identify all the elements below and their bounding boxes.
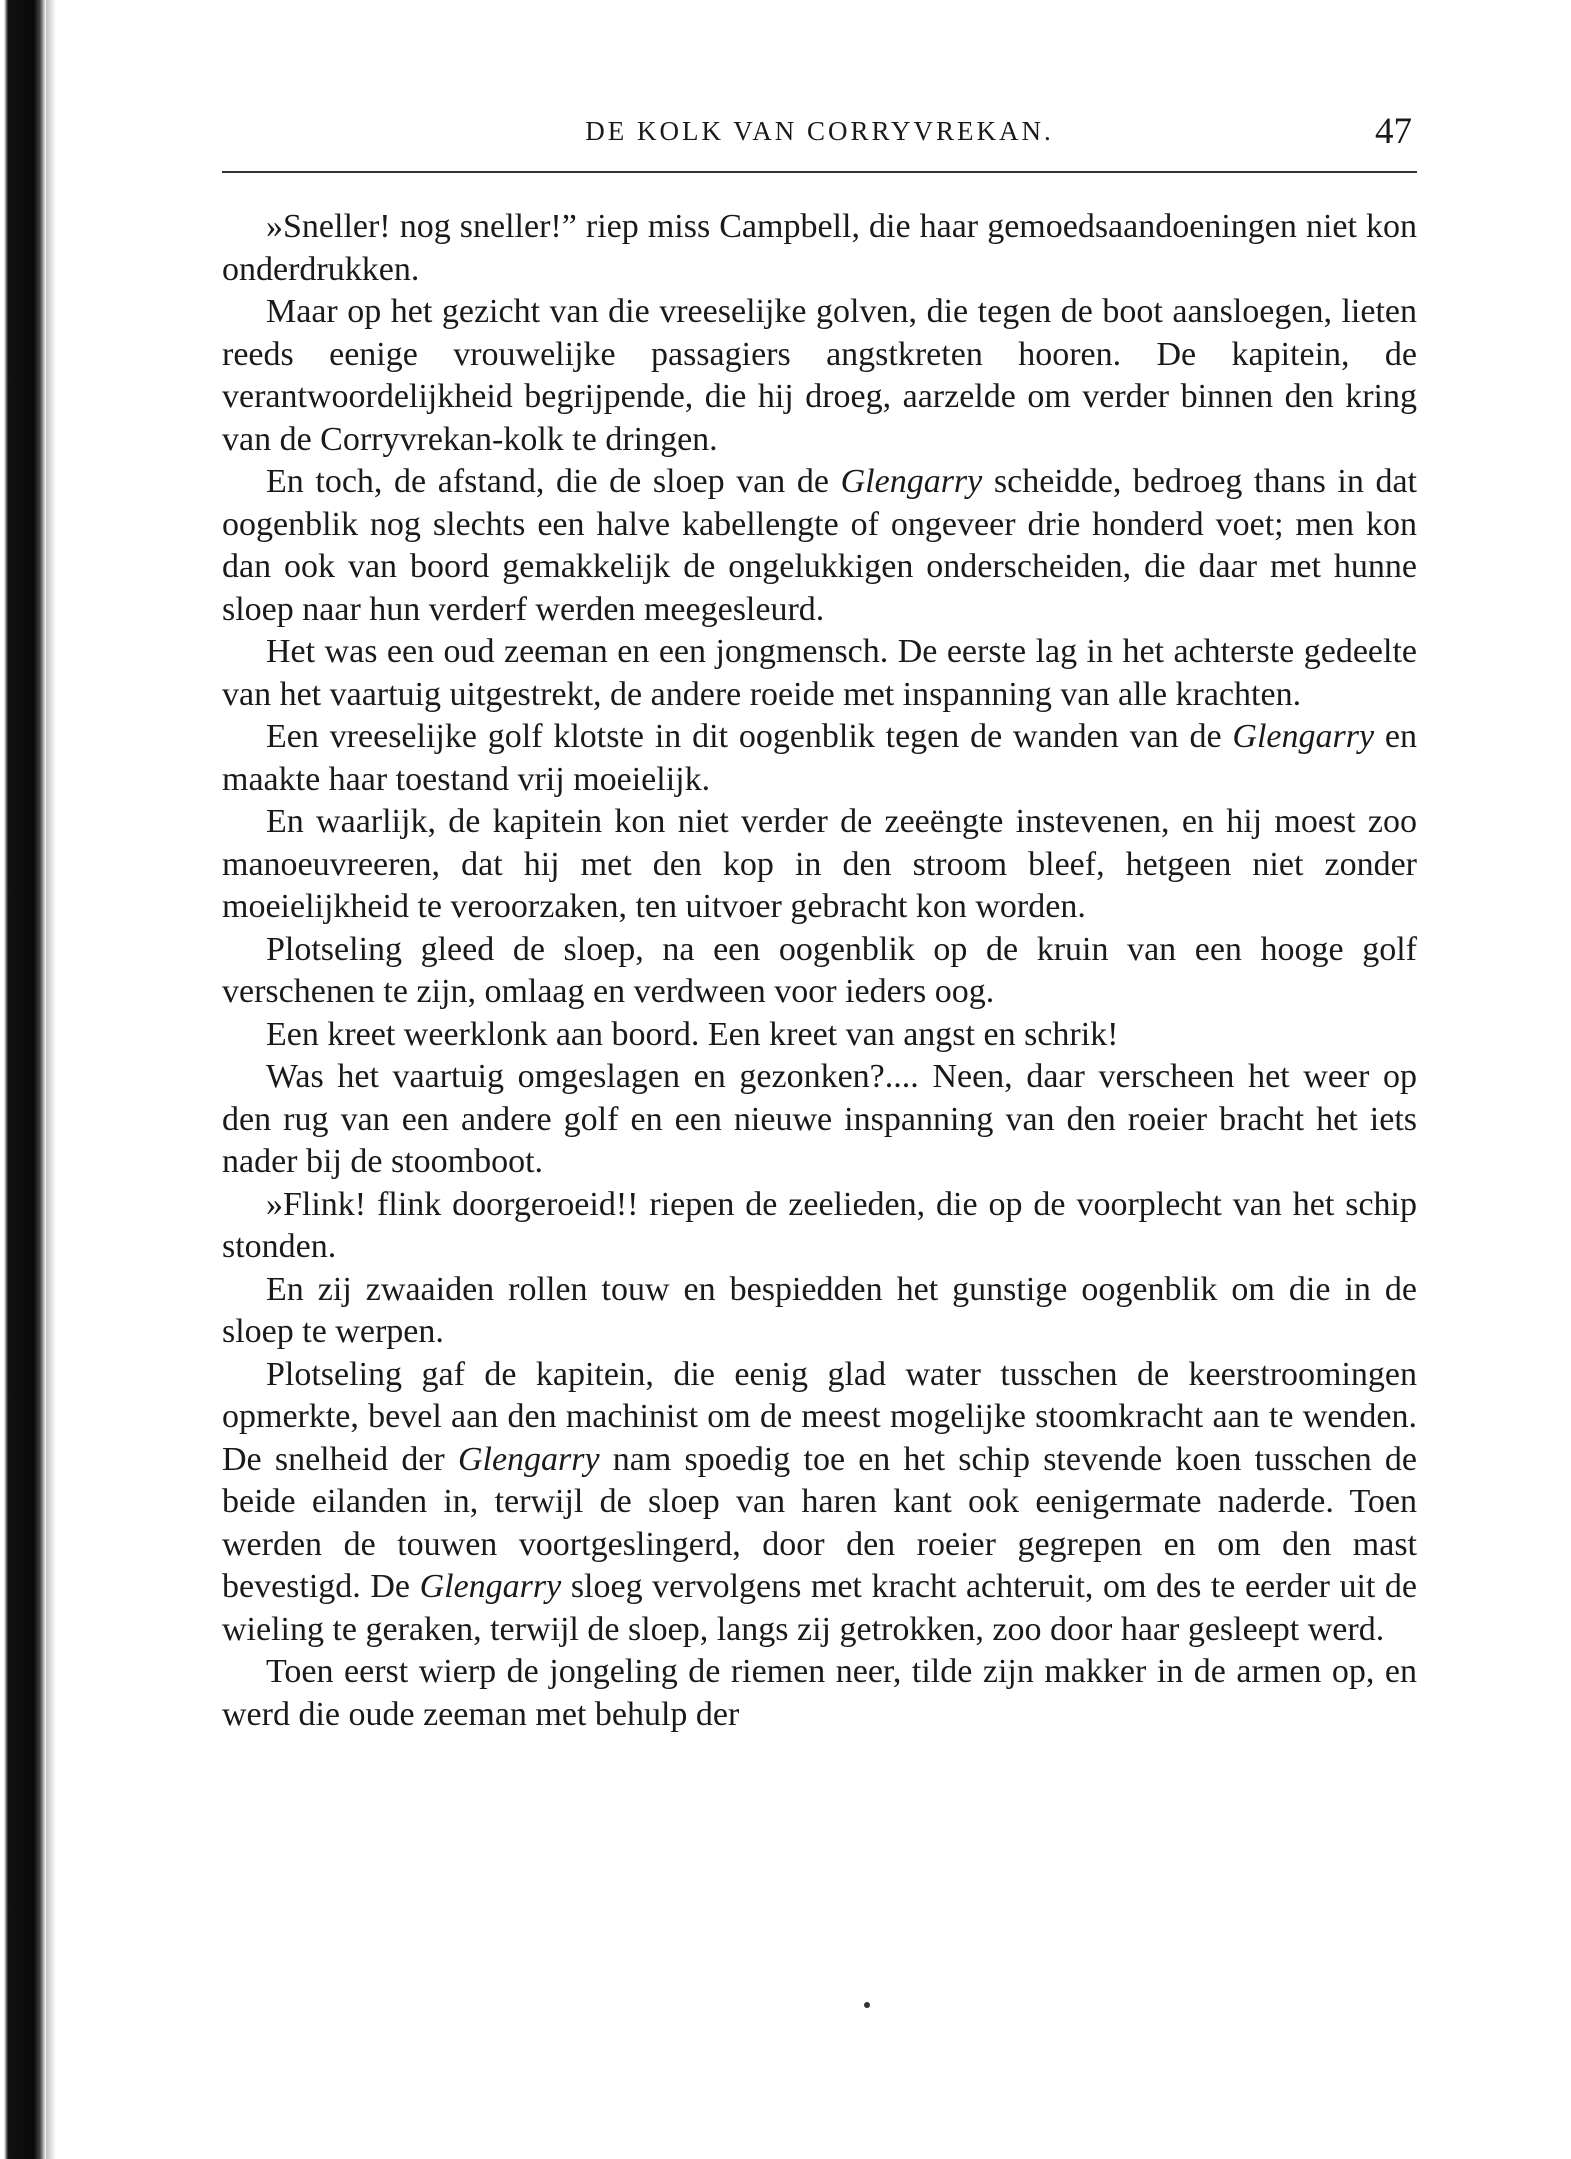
- ship-name: Glengarry: [1232, 718, 1375, 755]
- text-run: En waarlijk, de kapitein kon niet verder de zeeëngte instevenen, en hij moest zoo manoeuvreeren, dat hij met den kop in den stroom bleef, hetgeen niet zonder moeielijkheid te veroorzaken, ten uitvoer gebracht kon worden.: [222, 803, 1417, 925]
- ink-speck: [864, 2002, 870, 2008]
- paragraph-10: [222, 1184, 1417, 1269]
- paragraph-4: [222, 631, 1417, 716]
- ship-name: Glengarry: [840, 463, 983, 500]
- paragraph-7: [222, 929, 1417, 1014]
- text-run: En zij zwaaiden rollen touw en bespiedden het gunstige oogenblik om die in de sloep te werpen.: [222, 1270, 1417, 1350]
- text-run: Een vreeselijke golf klotste in dit oogenblik tegen de wanden van de: [266, 718, 1233, 755]
- ship-name: Glengarry: [419, 1568, 562, 1605]
- text-body: [222, 206, 1417, 1736]
- paragraph-3: [222, 461, 1417, 631]
- text-run: Maar op het gezicht van die vreeselijke golven, die tegen de boot aansloegen, lieten reeds eenige vrouwelijke passagiers angstkreten hooren. De kapitein, de verantwoordelijkheid begrijpende, die hij droeg, aarzelde om verder binnen den kring van de Corryvrekan-kolk te dringen.: [222, 293, 1417, 458]
- paragraph-5: [222, 716, 1417, 801]
- book-page: [222, 0, 1417, 2159]
- paragraph-2: [222, 291, 1417, 461]
- page-number: 47: [1375, 111, 1412, 152]
- paragraph-9: [222, 1056, 1417, 1184]
- text-run: sloeg vervolgens met kracht achteruit, om des te eerder uit de wieling te geraken, terwijl de sloep, langs zij getrokken, zoo door haar gesleept werd.: [222, 1568, 1418, 1648]
- text-run: Plotseling gleed de sloep, na een oogenblik op de kruin van een hooge golf verschenen te zijn, omlaag en verdween voor ieders oog.: [222, 930, 1417, 1010]
- text-run: en maakte haar toestand vrij moeielijk.: [222, 718, 1417, 798]
- paragraph-11: [222, 1269, 1417, 1354]
- text-run: En toch, de afstand, die de sloep van de: [266, 463, 841, 500]
- text-run: Toen eerst wierp de jongeling de riemen neer, tilde zijn makker in de armen op, en werd die oude zeeman met behulp der: [222, 1653, 1417, 1733]
- text-run: Een kreet weerklonk aan boord. Een kreet van angst en schrik!: [266, 1015, 1119, 1053]
- text-run: scheidde, bedroeg thans in dat oogenblik nog slechts een halve kabellengte of ongeveer drie honderd voet; men kon dan ook van boord gemakkelijk de ongelukkigen onderscheiden, die daar met hunne sloep naar hun verderf werden meegesleurd.: [222, 463, 1417, 628]
- text-run: Plotseling gaf de kapitein, die eenig glad water tusschen de keerstroomingen opmerkte, bevel aan den machinist om de meest mogelijke stoomkracht aan te wenden. De snelheid der: [222, 1355, 1417, 1478]
- text-run: »Sneller! nog sneller!” riep miss Campbell, die haar gemoedsaandoeningen niet kon onderdrukken.: [222, 208, 1417, 288]
- running-head: [222, 112, 1417, 158]
- text-run: Het was een oud zeeman en een jongmensch. De eerste lag in het achterste gedeelte van het vaartuig uitgestrekt, de andere roeide met inspanning van alle krachten.: [222, 633, 1417, 713]
- text-run: »Flink! flink doorgeroeid!! riepen de zeelieden, die op de voorplecht van het schip stonden.: [222, 1185, 1417, 1265]
- paragraph-8: [222, 1014, 1417, 1057]
- paragraph-13: [222, 1651, 1417, 1736]
- header-rule: [222, 171, 1417, 173]
- running-title: DE KOLK VAN CORRYVREKAN.: [585, 116, 1054, 146]
- paragraph-12: [222, 1354, 1417, 1652]
- ship-name: Glengarry: [457, 1440, 600, 1478]
- paragraph-1: [222, 206, 1417, 291]
- paragraph-6: [222, 801, 1417, 929]
- text-run: Was het vaartuig omgeslagen en gezonken?.... Neen, daar verscheen het weer op den rug van een andere golf en een nieuwe inspanning van den roeier bracht het iets nader bij de stoomboot.: [222, 1058, 1417, 1180]
- text-run: nam spoedig toe en het schip stevende koen tusschen de beide eilanden in, terwijl de sloep van haren kant ook eenigermate naderde. Toen werden de touwen voortgeslingerd, door den roeier gegrepen en om den mast bevestigd. De: [222, 1440, 1417, 1605]
- book-binding-edge: [0, 0, 46, 2159]
